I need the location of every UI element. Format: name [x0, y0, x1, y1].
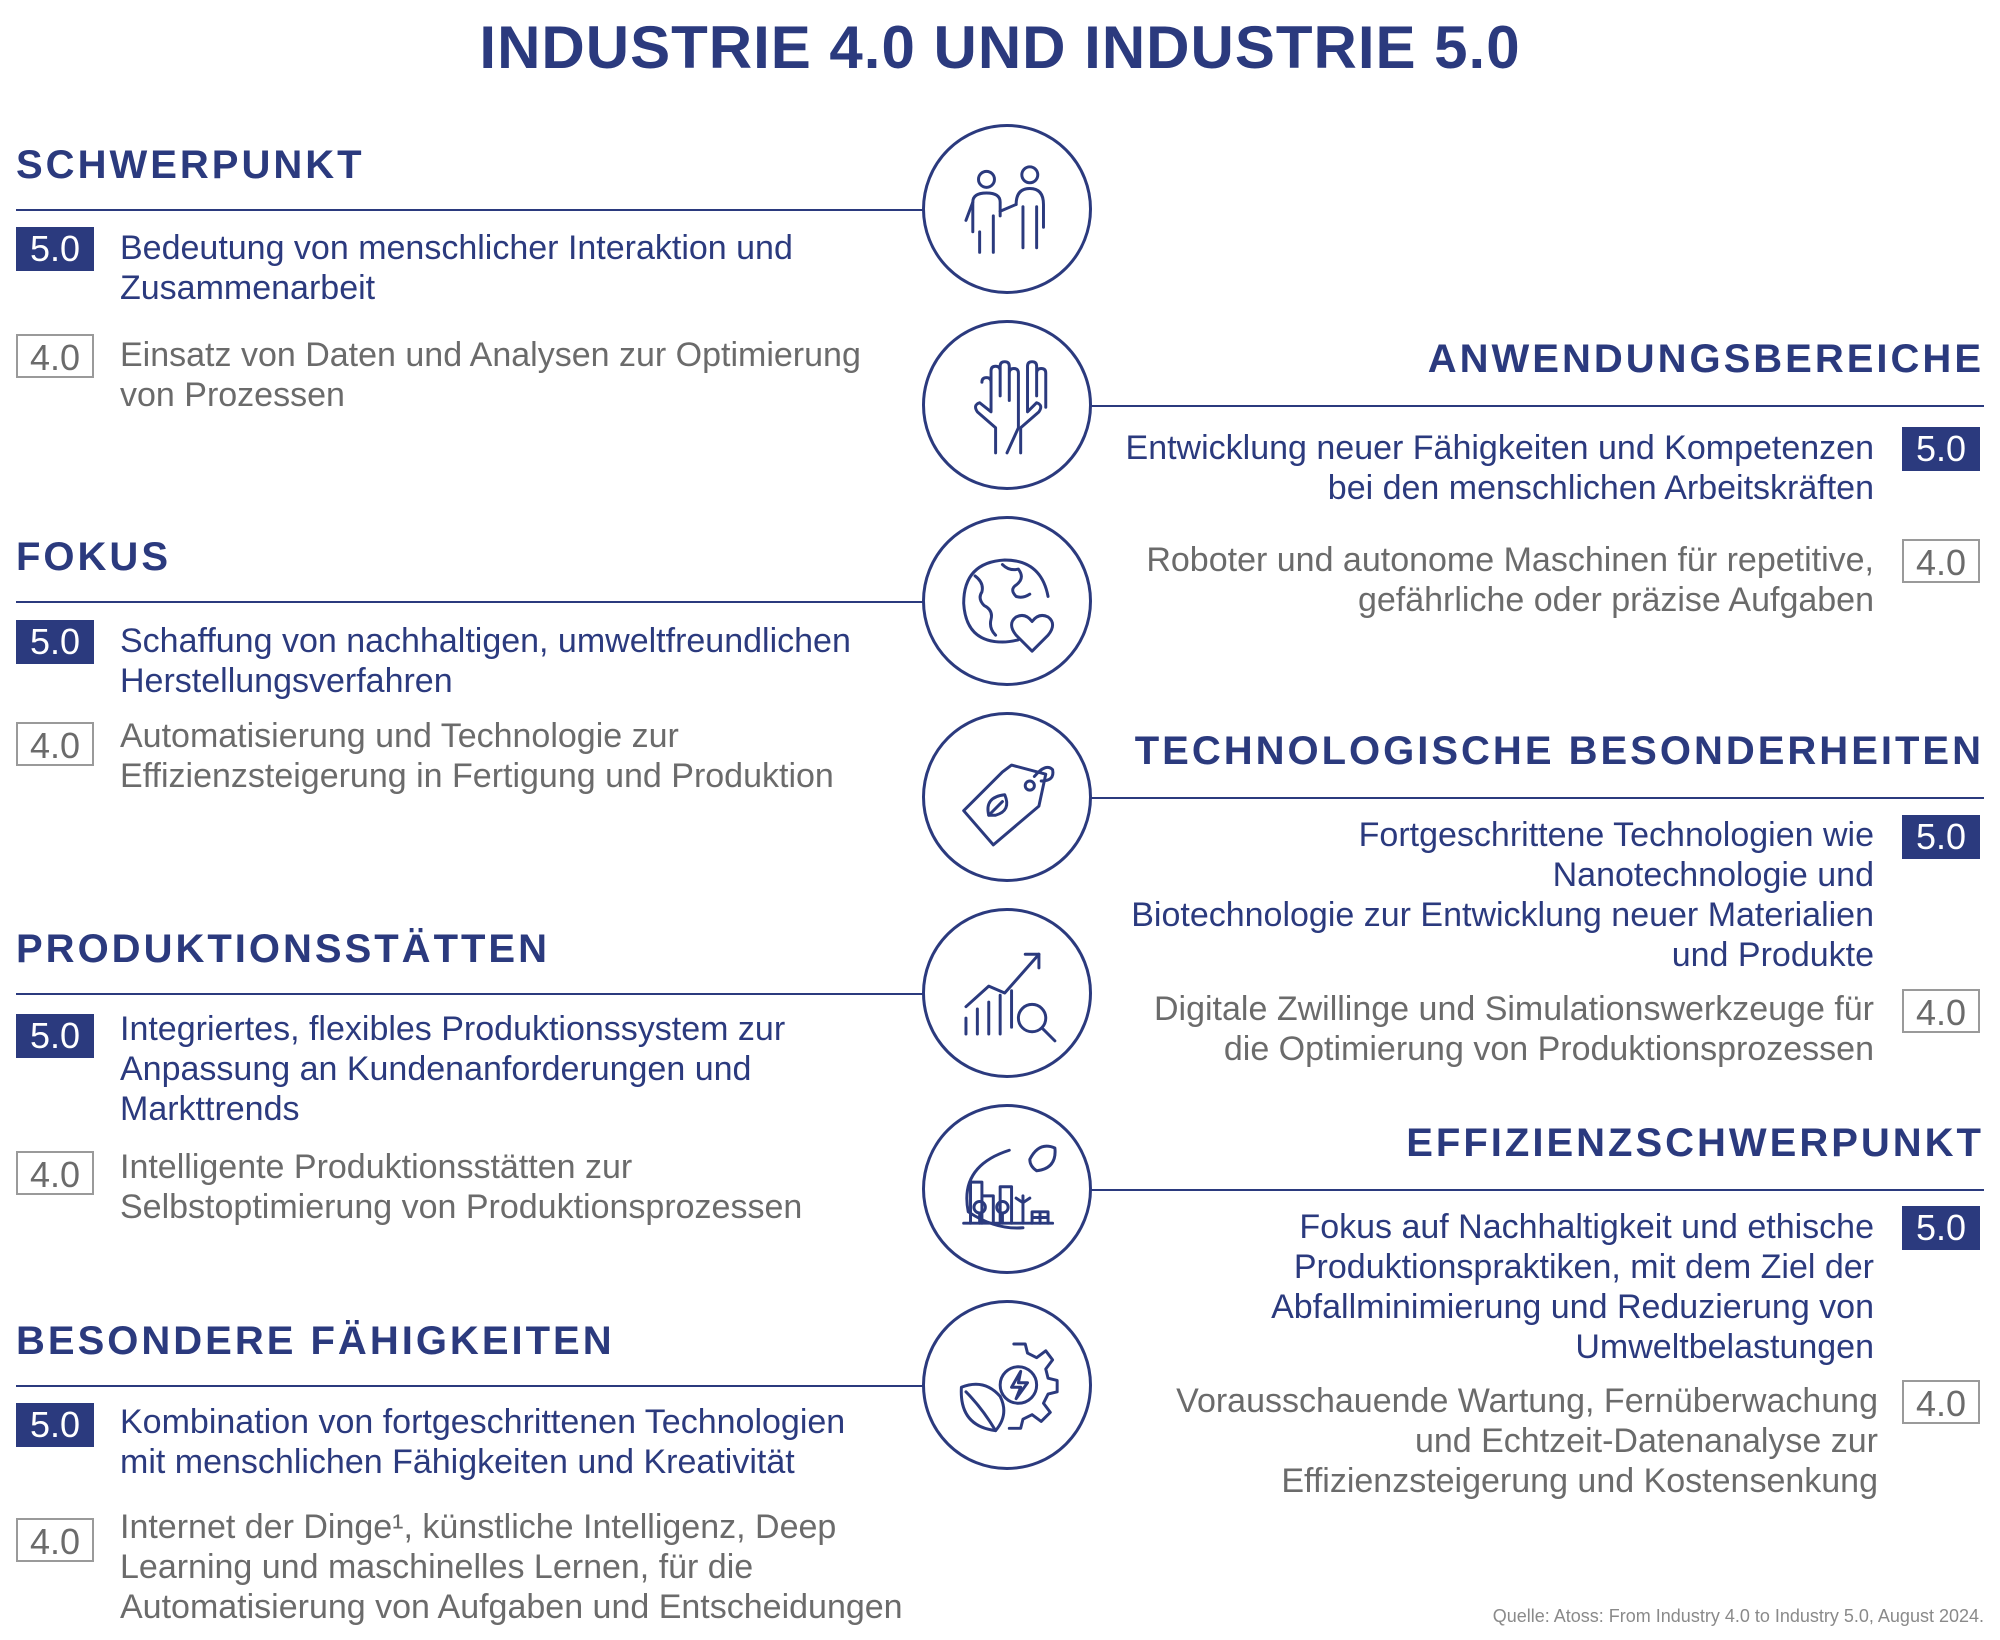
fokus-rule: [16, 601, 936, 603]
badge-4-0: 4.0: [16, 334, 94, 378]
gear-leaf-energy-icon: [922, 1300, 1092, 1470]
badge-5-0: 5.0: [1902, 427, 1980, 471]
produktionsstaetten-4-0-text: Intelligente Produktionsstätten zur Selbstoptimierung von Produktionsprozessen: [120, 1148, 803, 1226]
globe-heart-icon: [922, 516, 1092, 686]
section-heading-fokus: FOKUS: [16, 535, 171, 579]
badge-4-0: 4.0: [1902, 1380, 1980, 1424]
besondere-faehigkeiten-rule: [16, 1385, 936, 1387]
badge-4-0: 4.0: [16, 1151, 94, 1195]
eco-tag-icon: [922, 712, 1092, 882]
section-heading-schwerpunkt: SCHWERPUNKT: [16, 143, 365, 187]
fokus-4-0-text: Automatisierung und Technologie zur Effizienzsteigerung in Fertigung und Produktion: [120, 717, 834, 795]
badge-4-0: 4.0: [16, 722, 94, 766]
badge-5-0: 5.0: [16, 620, 94, 664]
section-heading-produktionsstaetten: PRODUKTIONSSTÄTTEN: [16, 927, 550, 971]
schwerpunkt-4-0-text: Einsatz von Daten und Analysen zur Optimierung von Prozessen: [120, 336, 861, 414]
badge-4-0: 4.0: [1902, 539, 1980, 583]
badge-4-0: 4.0: [16, 1518, 94, 1562]
section-heading-anwendungsbereiche: ANWENDUNGSBEREICHE: [1427, 337, 1984, 381]
badge-5-0: 5.0: [16, 1014, 94, 1058]
technologische-besonderheiten-rule: [1090, 797, 1984, 799]
effizienzschwerpunkt-5-0-text: Fokus auf Nachhaltigkeit und ethische Produktionspraktiken, mit dem Ziel der Abfallminimierung und Reduzierung von Umweltbelastungen: [1271, 1208, 1874, 1366]
schwerpunkt-rule: [16, 209, 936, 211]
section-heading-technologische-besonderheiten: TECHNOLOGISCHE BESONDERHEITEN: [1134, 729, 1984, 773]
technologische-besonderheiten-4-0-text: Digitale Zwillinge und Simulationswerkzeuge für die Optimierung von Produktionsprozessen: [1153, 990, 1874, 1068]
badge-4-0: 4.0: [1902, 989, 1980, 1033]
effizienzschwerpunkt-rule: [1090, 1189, 1984, 1191]
green-city-icon: [922, 1104, 1092, 1274]
raised-hands-icon: [922, 320, 1092, 490]
section-heading-besondere-faehigkeiten: BESONDERE FÄHIGKEITEN: [16, 1319, 615, 1363]
fokus-5-0-text: Schaffung von nachhaltigen, umweltfreundlichen Herstellungsverfahren: [120, 622, 851, 700]
page-title: INDUSTRIE 4.0 UND INDUSTRIE 5.0: [479, 14, 1521, 81]
badge-5-0: 5.0: [16, 1403, 94, 1447]
produktionsstaetten-rule: [16, 993, 936, 995]
chart-magnifier-icon: [922, 908, 1092, 1078]
anwendungsbereiche-rule: [1090, 405, 1984, 407]
effizienzschwerpunkt-4-0-text: Vorausschauende Wartung, Fernüberwachung und Echtzeit-Datenanalyse zur Effizienzsteigerung und Kostensenkung: [1176, 1382, 1878, 1500]
schwerpunkt-5-0-text: Bedeutung von menschlicher Interaktion und Zusammenarbeit: [120, 229, 793, 307]
besondere-faehigkeiten-5-0-text: Kombination von fortgeschrittenen Technologien mit menschlichen Fähigkeiten und Kreativität: [120, 1403, 846, 1481]
technologische-besonderheiten-5-0-text: Fortgeschrittene Technologien wie Nanotechnologie und Biotechnologie zur Entwicklung neuer Materialien und Produkte: [1131, 816, 1874, 974]
anwendungsbereiche-4-0-text: Roboter und autonome Maschinen für repetitive, gefährliche oder präzise Aufgaben: [1146, 541, 1874, 619]
people-icon: [922, 124, 1092, 294]
badge-5-0: 5.0: [16, 227, 94, 271]
badge-5-0: 5.0: [1902, 1206, 1980, 1250]
badge-5-0: 5.0: [1902, 815, 1980, 859]
section-heading-effizienzschwerpunkt: EFFIZIENZSCHWERPUNKT: [1406, 1121, 1984, 1165]
produktionsstaetten-5-0-text: Integriertes, flexibles Produktionssystem zur Anpassung an Kundenanforderungen und Markttrends: [120, 1010, 786, 1128]
besondere-faehigkeiten-4-0-text: Internet der Dinge¹, künstliche Intelligenz, Deep Learning und maschinelles Lernen, für die Automatisierung von Aufgaben und Entscheidungen: [120, 1508, 903, 1626]
anwendungsbereiche-5-0-text: Entwicklung neuer Fähigkeiten und Kompetenzen bei den menschlichen Arbeitskräften: [1125, 429, 1874, 507]
source-note: Quelle: Atoss: From Industry 4.0 to Industry 5.0, August 2024.: [1492, 1606, 1984, 1626]
